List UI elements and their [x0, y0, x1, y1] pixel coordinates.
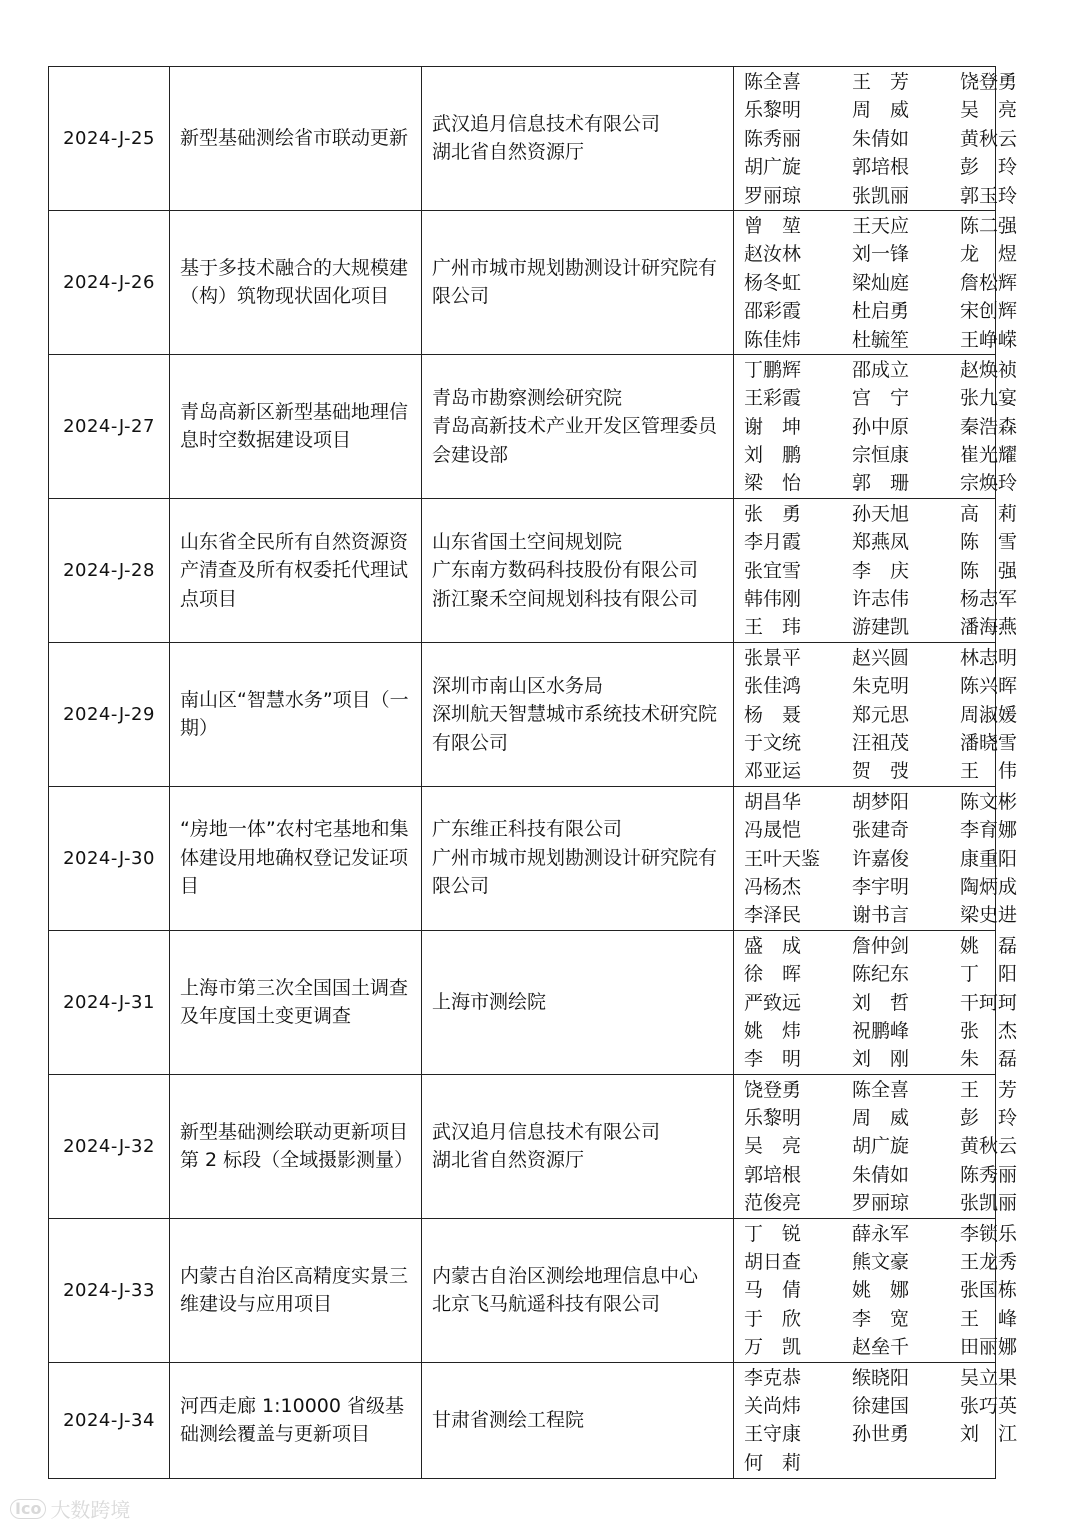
contributor-name: 黄秋云 — [960, 1135, 1018, 1158]
contributor-name: 宗恒康 — [852, 444, 910, 467]
project-code-cell: 2024-J-34 — [49, 1362, 170, 1478]
organization-name: 上海市测绘院 — [432, 990, 547, 1013]
organization-name: 甘肃省测绘工程院 — [432, 1408, 585, 1431]
contributor-name: 胡广旋 — [744, 156, 802, 179]
contributor-name: 李 明 — [744, 1048, 802, 1071]
contributors-cell — [734, 1218, 1018, 1362]
table-row — [49, 1218, 996, 1362]
contributor-name: 孙天旭 — [852, 502, 910, 525]
contributor-name: 潘海燕 — [960, 616, 1018, 639]
contributor-name: 王峥嵘 — [960, 328, 1018, 351]
organization-name: 青岛高新技术产业开发区管理委员会建设部 — [432, 415, 718, 466]
contributor-name: 陈全喜 — [744, 71, 802, 93]
contributor-name: 朱倩如 — [852, 1163, 910, 1186]
contributor-name: 赵汝林 — [744, 243, 802, 266]
contributor-name: 胡日查 — [744, 1251, 802, 1274]
contributor-name: 黄秋云 — [960, 127, 1018, 150]
contributor-name: 杨志军 — [960, 588, 1018, 611]
table-row — [49, 1074, 996, 1218]
contributors-grid — [744, 1363, 1018, 1478]
table-row — [49, 67, 996, 211]
contributor-name: 祝鹏峰 — [852, 1019, 910, 1042]
contributor-name: 赵焕祯 — [960, 358, 1018, 381]
contributor-name: 熊文豪 — [852, 1251, 910, 1274]
project-name-cell: 河西走廊 1:10000 省级基础测绘覆盖与更新项目 — [170, 1362, 422, 1478]
contributor-name: 朱 磊 — [960, 1048, 1018, 1071]
contributor-name: 王 玮 — [744, 616, 802, 639]
contributor-name: 严致远 — [744, 991, 802, 1014]
organization-name: 湖北省自然资源厅 — [432, 1149, 585, 1172]
contributors-cell — [734, 67, 1018, 211]
project-name-cell: 上海市第三次全国国土调查及年度国土变更调查 — [170, 930, 422, 1074]
project-name-cell: 南山区“智慧水务”项目（一期） — [170, 642, 422, 786]
contributor-name: 李 庆 — [852, 559, 910, 582]
contributor-name: 孙世勇 — [852, 1423, 910, 1446]
organization-cell — [422, 210, 734, 354]
contributor-name: 丁鹏辉 — [744, 358, 802, 381]
organization-name: 广州市城市规划勘测设计研究院有限公司 — [432, 256, 718, 308]
project-code-cell: 2024-J-25 — [49, 67, 170, 211]
contributors-grid — [744, 355, 1018, 498]
contributors-grid — [744, 931, 1018, 1074]
project-code-cell: 2024-J-30 — [49, 786, 170, 930]
contributors-cell — [734, 642, 1018, 786]
contributor-name: 李泽民 — [744, 904, 802, 927]
contributor-name: 王 峰 — [960, 1307, 1018, 1330]
contributor-name: 胡昌华 — [744, 790, 802, 813]
contributor-name: 乐黎明 — [744, 99, 802, 122]
contributor-name: 赵兴圆 — [852, 646, 910, 669]
contributors-cell — [734, 1362, 1018, 1478]
contributor-name: 冯杨杰 — [744, 875, 802, 898]
contributor-name: 陈全喜 — [852, 1078, 910, 1101]
contributor-name: 张宜雪 — [744, 559, 802, 582]
contributor-name: 陈兴晖 — [960, 675, 1018, 698]
contributor-name: 李育娜 — [960, 819, 1018, 842]
contributor-name: 陈二强 — [960, 214, 1018, 237]
contributor-name: 刘 刚 — [852, 1048, 910, 1071]
contributor-name: 周淑媛 — [960, 703, 1018, 726]
contributor-name: 高 莉 — [960, 502, 1018, 525]
contributor-name: 张凯丽 — [960, 1192, 1018, 1215]
table-row — [49, 930, 996, 1074]
contributor-name: 胡梦阳 — [852, 790, 910, 813]
contributor-name: 万 凯 — [744, 1336, 802, 1359]
contributor-name: 康重阳 — [960, 847, 1018, 870]
contributor-name: 张景平 — [744, 646, 802, 669]
project-name-cell: 山东省全民所有自然资源资产清查及所有权委托代理试点项目 — [170, 498, 422, 642]
contributor-name: 吴 亮 — [960, 99, 1018, 122]
organization-cell — [422, 1074, 734, 1218]
organization-cell — [422, 642, 734, 786]
contributor-name: 郭玉玲 — [960, 184, 1018, 207]
contributor-name: 孙中原 — [852, 415, 910, 438]
organization-name: 青岛市勘察测绘研究院 — [432, 386, 623, 409]
contributor-name: 杜毓笙 — [852, 328, 910, 351]
contributor-name: 胡广旋 — [852, 1135, 910, 1158]
contributor-name: 冯晟恺 — [744, 819, 802, 842]
project-name-cell: 新型基础测绘联动更新项目第 2 标段（全域摄影测量） — [170, 1074, 422, 1218]
contributor-name: 梁 怡 — [744, 472, 802, 495]
contributor-name: 郭培根 — [852, 156, 910, 179]
organization-cell — [422, 786, 734, 930]
contributor-name: 秦浩森 — [960, 415, 1018, 438]
project-code-cell: 2024-J-33 — [49, 1218, 170, 1362]
contributor-name: 王 伟 — [960, 760, 1018, 783]
contributor-name: 彭 玲 — [960, 156, 1018, 179]
project-code-cell: 2024-J-31 — [49, 930, 170, 1074]
contributor-name: 李克恭 — [744, 1366, 802, 1389]
contributor-name: 陈文彬 — [960, 790, 1018, 813]
contributor-name: 杨 聂 — [744, 703, 802, 726]
contributor-name: 宫 宁 — [852, 387, 910, 410]
contributors-cell — [734, 210, 1018, 354]
organization-name: 湖北省自然资源厅 — [432, 141, 585, 164]
project-code-cell: 2024-J-28 — [49, 498, 170, 642]
contributor-name: 林志明 — [960, 646, 1018, 669]
contributor-name: 陈 雪 — [960, 531, 1018, 554]
contributor-name: 陈秀丽 — [960, 1163, 1018, 1186]
contributor-name: 张九宴 — [960, 387, 1018, 410]
contributor-name: 张巧英 — [960, 1394, 1018, 1417]
contributor-name: 陈 强 — [960, 559, 1018, 582]
contributor-name: 饶登勇 — [744, 1078, 802, 1101]
organization-name: 武汉追月信息技术有限公司 — [432, 112, 661, 135]
contributor-name: 邓亚运 — [744, 760, 802, 783]
contributor-name: 陈纪东 — [852, 963, 910, 986]
organization-name: 北京飞马航遥科技有限公司 — [432, 1293, 661, 1316]
contributor-name: 姚 炜 — [744, 1019, 802, 1042]
contributors-grid — [744, 1075, 1018, 1218]
contributor-name: 丁 锐 — [744, 1222, 802, 1245]
project-name-cell: 内蒙古自治区高精度实景三维建设与应用项目 — [170, 1218, 422, 1362]
contributor-name: 邵彩霞 — [744, 300, 802, 323]
organization-cell — [422, 1218, 734, 1362]
contributor-name: 于文统 — [744, 731, 802, 754]
contributor-name: 盛 成 — [744, 934, 802, 957]
organization-cell — [422, 354, 734, 498]
contributor-name: 谢 坤 — [744, 415, 802, 438]
contributors-grid — [744, 211, 1018, 354]
contributor-name: 詹松辉 — [960, 271, 1018, 294]
organization-cell — [422, 1362, 734, 1478]
organization-name: 深圳市南山区水务局 — [432, 674, 604, 697]
table-row — [49, 354, 996, 498]
contributor-name: 张佳鸿 — [744, 675, 802, 698]
contributor-name: 朱克明 — [852, 675, 910, 698]
contributor-name: 王 芳 — [960, 1078, 1018, 1101]
contributor-name: 王 芳 — [852, 71, 910, 93]
table-row — [49, 210, 996, 354]
contributor-name: 赵垒千 — [852, 1336, 910, 1359]
contributors-grid — [744, 1219, 1018, 1362]
contributors-grid — [744, 67, 1018, 210]
project-name-cell: 新型基础测绘省市联动更新 — [170, 67, 422, 211]
contributor-name: 刘 江 — [960, 1423, 1018, 1446]
contributor-name: 何 莉 — [744, 1451, 802, 1474]
organization-cell — [422, 67, 734, 211]
watermark-logo-icon: Ico — [10, 1499, 46, 1519]
contributor-name: 杨冬虹 — [744, 271, 802, 294]
contributor-name: 张国栋 — [960, 1279, 1018, 1302]
contributor-name: 关尚炜 — [744, 1394, 802, 1417]
project-name-cell: 基于多技术融合的大规模建（构）筑物现状固化项目 — [170, 210, 422, 354]
contributor-name: 缑晓阳 — [852, 1366, 910, 1389]
contributor-name: 邵成立 — [852, 358, 910, 381]
contributor-name: 吴立果 — [960, 1366, 1018, 1389]
contributor-name: 于 欣 — [744, 1307, 802, 1330]
contributor-name: 范俊亮 — [744, 1192, 802, 1215]
contributor-name: 周 威 — [852, 99, 910, 122]
contributor-name: 朱倩如 — [852, 127, 910, 150]
award-table-body — [49, 67, 1018, 1479]
organization-name: 广州市城市规划勘测设计研究院有限公司 — [432, 846, 718, 898]
contributor-name: 罗丽琼 — [852, 1192, 910, 1215]
contributor-name: 张凯丽 — [852, 184, 910, 207]
project-name-cell: 青岛高新区新型基础地理信息时空数据建设项目 — [170, 354, 422, 498]
contributor-name: 张 勇 — [744, 502, 802, 525]
table-row — [49, 498, 996, 642]
organization-name: 深圳航天智慧城市系统技术研究院有限公司 — [432, 703, 718, 754]
contributor-name: 刘 鹏 — [744, 444, 802, 467]
organization-cell — [422, 930, 734, 1074]
project-name-cell: “房地一体”农村宅基地和集体建设用地确权登记发证项目 — [170, 786, 422, 930]
contributor-name: 曾 堃 — [744, 214, 802, 237]
contributor-name: 李月霞 — [744, 531, 802, 554]
organization-name: 广东南方数码科技股份有限公司 — [432, 559, 699, 582]
contributor-name: 姚 娜 — [852, 1279, 910, 1302]
contributor-name: 刘一锋 — [852, 243, 910, 266]
contributor-name: 姚 磊 — [960, 934, 1018, 957]
table-row — [49, 642, 996, 786]
contributors-grid — [744, 643, 1018, 786]
organization-name: 武汉追月信息技术有限公司 — [432, 1120, 661, 1143]
watermark — [10, 1494, 130, 1523]
contributor-name: 田丽娜 — [960, 1336, 1018, 1359]
contributor-name: 郭培根 — [744, 1163, 802, 1186]
organization-cell — [422, 498, 734, 642]
contributor-name: 乐黎明 — [744, 1107, 802, 1130]
contributor-name: 梁灿庭 — [852, 271, 910, 294]
contributor-name: 谢书言 — [852, 904, 910, 927]
organization-name: 浙江聚禾空间规划科技有限公司 — [432, 587, 699, 610]
contributor-name: 贺 弢 — [852, 760, 910, 783]
contributor-name: 罗丽琼 — [744, 184, 802, 207]
watermark-text: 大数跨境 — [50, 1498, 131, 1522]
contributor-name: 吴 亮 — [744, 1135, 802, 1158]
contributor-name: 干珂珂 — [960, 991, 1018, 1014]
organization-name: 内蒙古自治区测绘地理信息中心 — [432, 1264, 699, 1287]
contributors-grid — [744, 499, 1018, 642]
table-row — [49, 1362, 996, 1478]
contributor-name: 周 威 — [852, 1107, 910, 1130]
contributor-name: 王彩霞 — [744, 387, 802, 410]
contributor-name: 薛永军 — [852, 1222, 910, 1245]
contributor-name: 郑元思 — [852, 703, 910, 726]
contributor-name: 潘晓雪 — [960, 731, 1018, 754]
contributors-cell — [734, 1074, 1018, 1218]
contributors-cell — [734, 354, 1018, 498]
contributor-name: 李锁乐 — [960, 1222, 1018, 1245]
contributor-name: 刘 哲 — [852, 991, 910, 1014]
contributors-cell — [734, 498, 1018, 642]
contributor-name: 郑燕凤 — [852, 531, 910, 554]
contributor-name: 张建奇 — [852, 819, 910, 842]
contributor-name: 汪祖茂 — [852, 731, 910, 754]
contributor-name: 杜启勇 — [852, 300, 910, 323]
contributor-name: 崔光耀 — [960, 444, 1018, 467]
contributor-name: 游建凯 — [852, 616, 910, 639]
contributor-name: 李 宽 — [852, 1307, 910, 1330]
contributor-name: 龙 煜 — [960, 243, 1018, 266]
project-code-cell: 2024-J-29 — [49, 642, 170, 786]
contributors-cell — [734, 930, 1018, 1074]
contributor-name: 徐建国 — [852, 1394, 910, 1417]
contributor-name: 许志伟 — [852, 588, 910, 611]
contributor-name: 徐 晖 — [744, 963, 802, 986]
table-row — [49, 786, 996, 930]
contributor-name: 彭 玲 — [960, 1107, 1018, 1130]
organization-name: 山东省国土空间规划院 — [432, 530, 623, 553]
contributor-name: 梁史进 — [960, 904, 1018, 927]
contributor-name: 张 杰 — [960, 1019, 1018, 1042]
contributor-name: 饶登勇 — [960, 71, 1018, 93]
contributor-name: 陶炳成 — [960, 875, 1018, 898]
contributor-name: 王守康 — [744, 1423, 802, 1446]
award-table — [48, 66, 1018, 1479]
contributor-name: 詹仲剑 — [852, 934, 910, 957]
contributor-name: 王龙秀 — [960, 1251, 1018, 1274]
contributor-name: 宋创辉 — [960, 300, 1018, 323]
project-code-cell: 2024-J-32 — [49, 1074, 170, 1218]
organization-name: 广东维正科技有限公司 — [432, 818, 623, 841]
contributor-name: 王天应 — [852, 214, 910, 237]
contributors-cell — [734, 786, 1018, 930]
contributor-name: 韩伟刚 — [744, 588, 802, 611]
contributor-name: 郭 珊 — [852, 472, 910, 495]
contributor-name: 陈秀丽 — [744, 127, 802, 150]
project-code-cell: 2024-J-27 — [49, 354, 170, 498]
contributor-name: 许嘉俊 — [852, 847, 910, 870]
contributor-name: 李宇明 — [852, 875, 910, 898]
contributor-name: 陈佳炜 — [744, 328, 802, 351]
project-code-cell: 2024-J-26 — [49, 210, 170, 354]
contributors-grid — [744, 787, 1018, 930]
contributor-name: 王叶天鉴 — [744, 847, 821, 870]
contributor-name: 丁 阳 — [960, 963, 1018, 986]
contributor-name: 宗焕玲 — [960, 472, 1018, 495]
contributor-name: 马 倩 — [744, 1279, 802, 1302]
